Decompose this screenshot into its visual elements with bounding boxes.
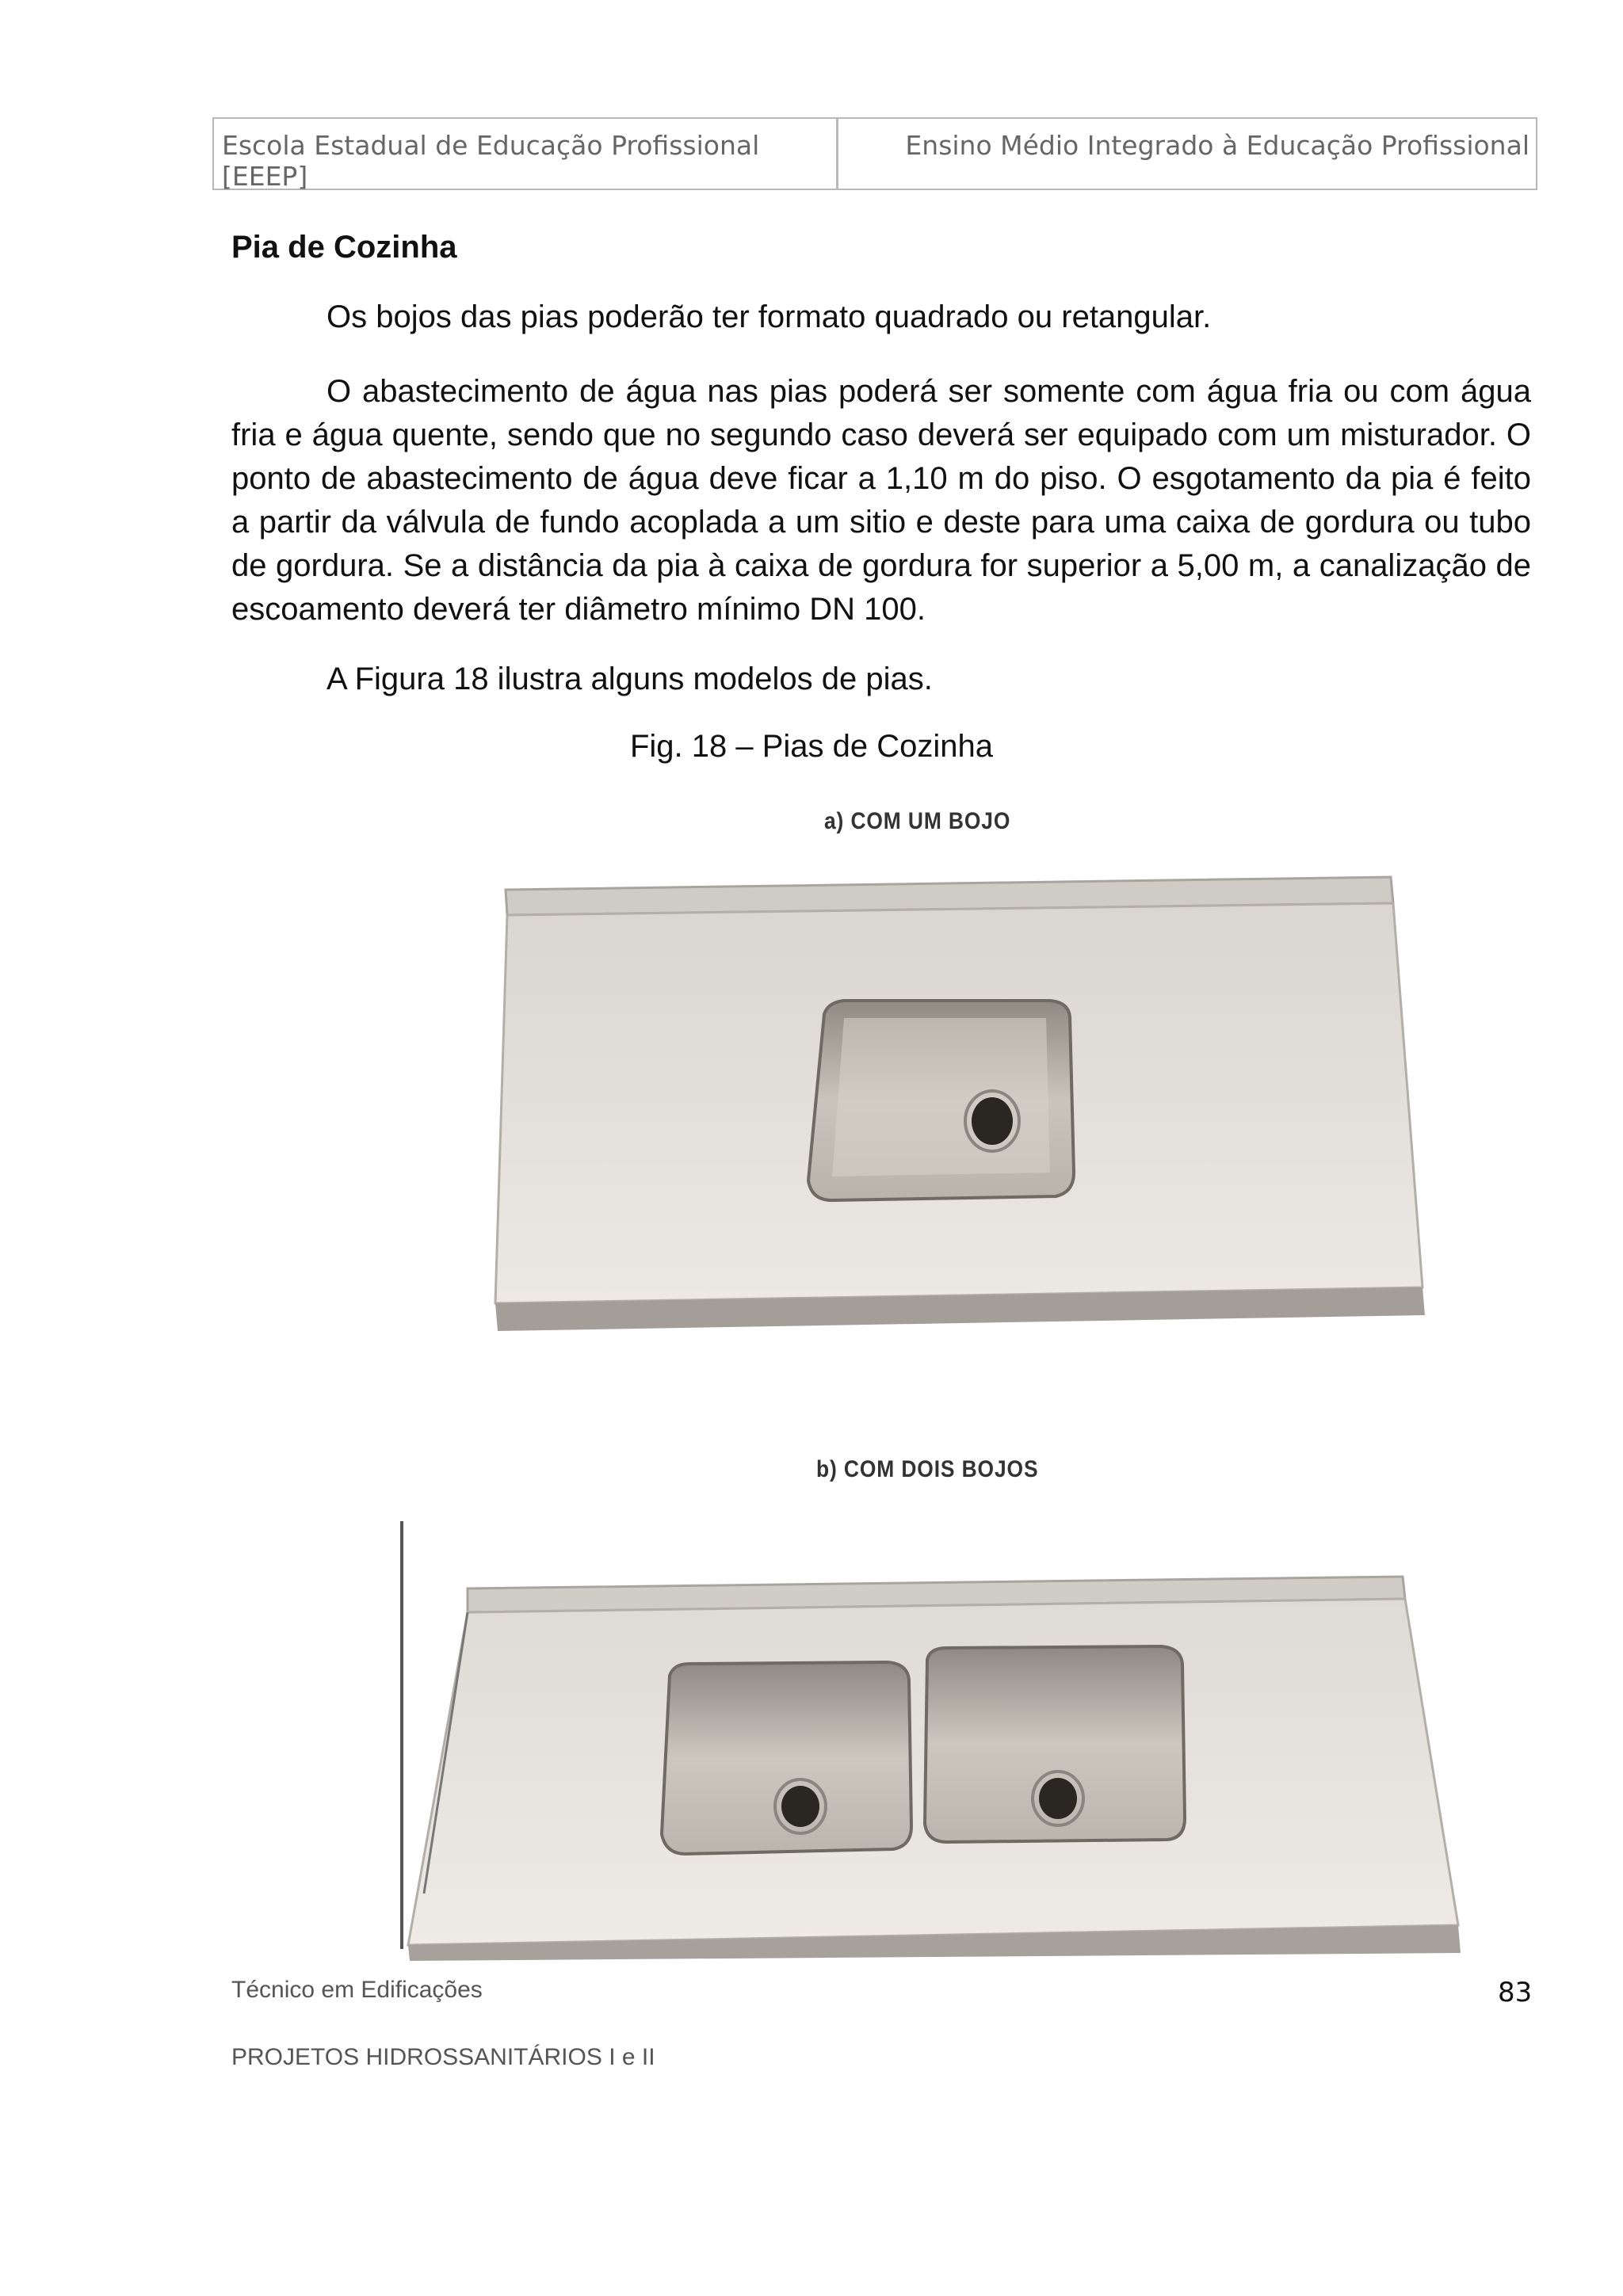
footer-subject: PROJETOS HIDROSSANITÁRIOS I e II <box>231 2044 655 2070</box>
photo-a-label: a) COM UM BOJO <box>824 808 1011 834</box>
page-number: 83 <box>1498 1977 1533 2008</box>
header-program: Ensino Médio Integrado à Educação Profissional <box>905 130 1529 161</box>
single-bowl-sink-photo <box>491 860 1438 1351</box>
header-school: Escola Estadual de Educação Profissional [EEEP] <box>214 119 838 189</box>
paragraph-2: O abastecimento de água nas pias poderá ser somente com água fria ou com água fria e água quente, sendo que no segundo caso deverá ser equipado com um misturador. O ponto de abastecimento de água deve ficar a 1,10 m do piso. O esgotamento da pia é feito a partir da válvula de fundo acoplada a um sitio e deste para uma caixa de gordura ou tubo de gordura. Se a distância da pia à caixa de gordura for superior a 5,00 m, a canalização de escoamento deverá ter diâmetro mínimo DN 100. <box>231 374 1531 627</box>
paragraph-1: Os bojos das pias poderão ter formato quadrado ou retangular. <box>327 299 1212 334</box>
footer-course: Técnico em Edificações <box>231 1977 483 2003</box>
photo-b-label: b) COM DOIS BOJOS <box>816 1456 1039 1482</box>
double-bowl-sink-photo <box>400 1513 1462 1965</box>
page-header <box>212 117 1537 190</box>
figure-caption: Fig. 18 – Pias de Cozinha <box>629 729 994 764</box>
paragraph-3: A Figura 18 ilustra alguns modelos de pias. <box>327 662 933 696</box>
section-title: Pia de Cozinha <box>231 230 457 265</box>
